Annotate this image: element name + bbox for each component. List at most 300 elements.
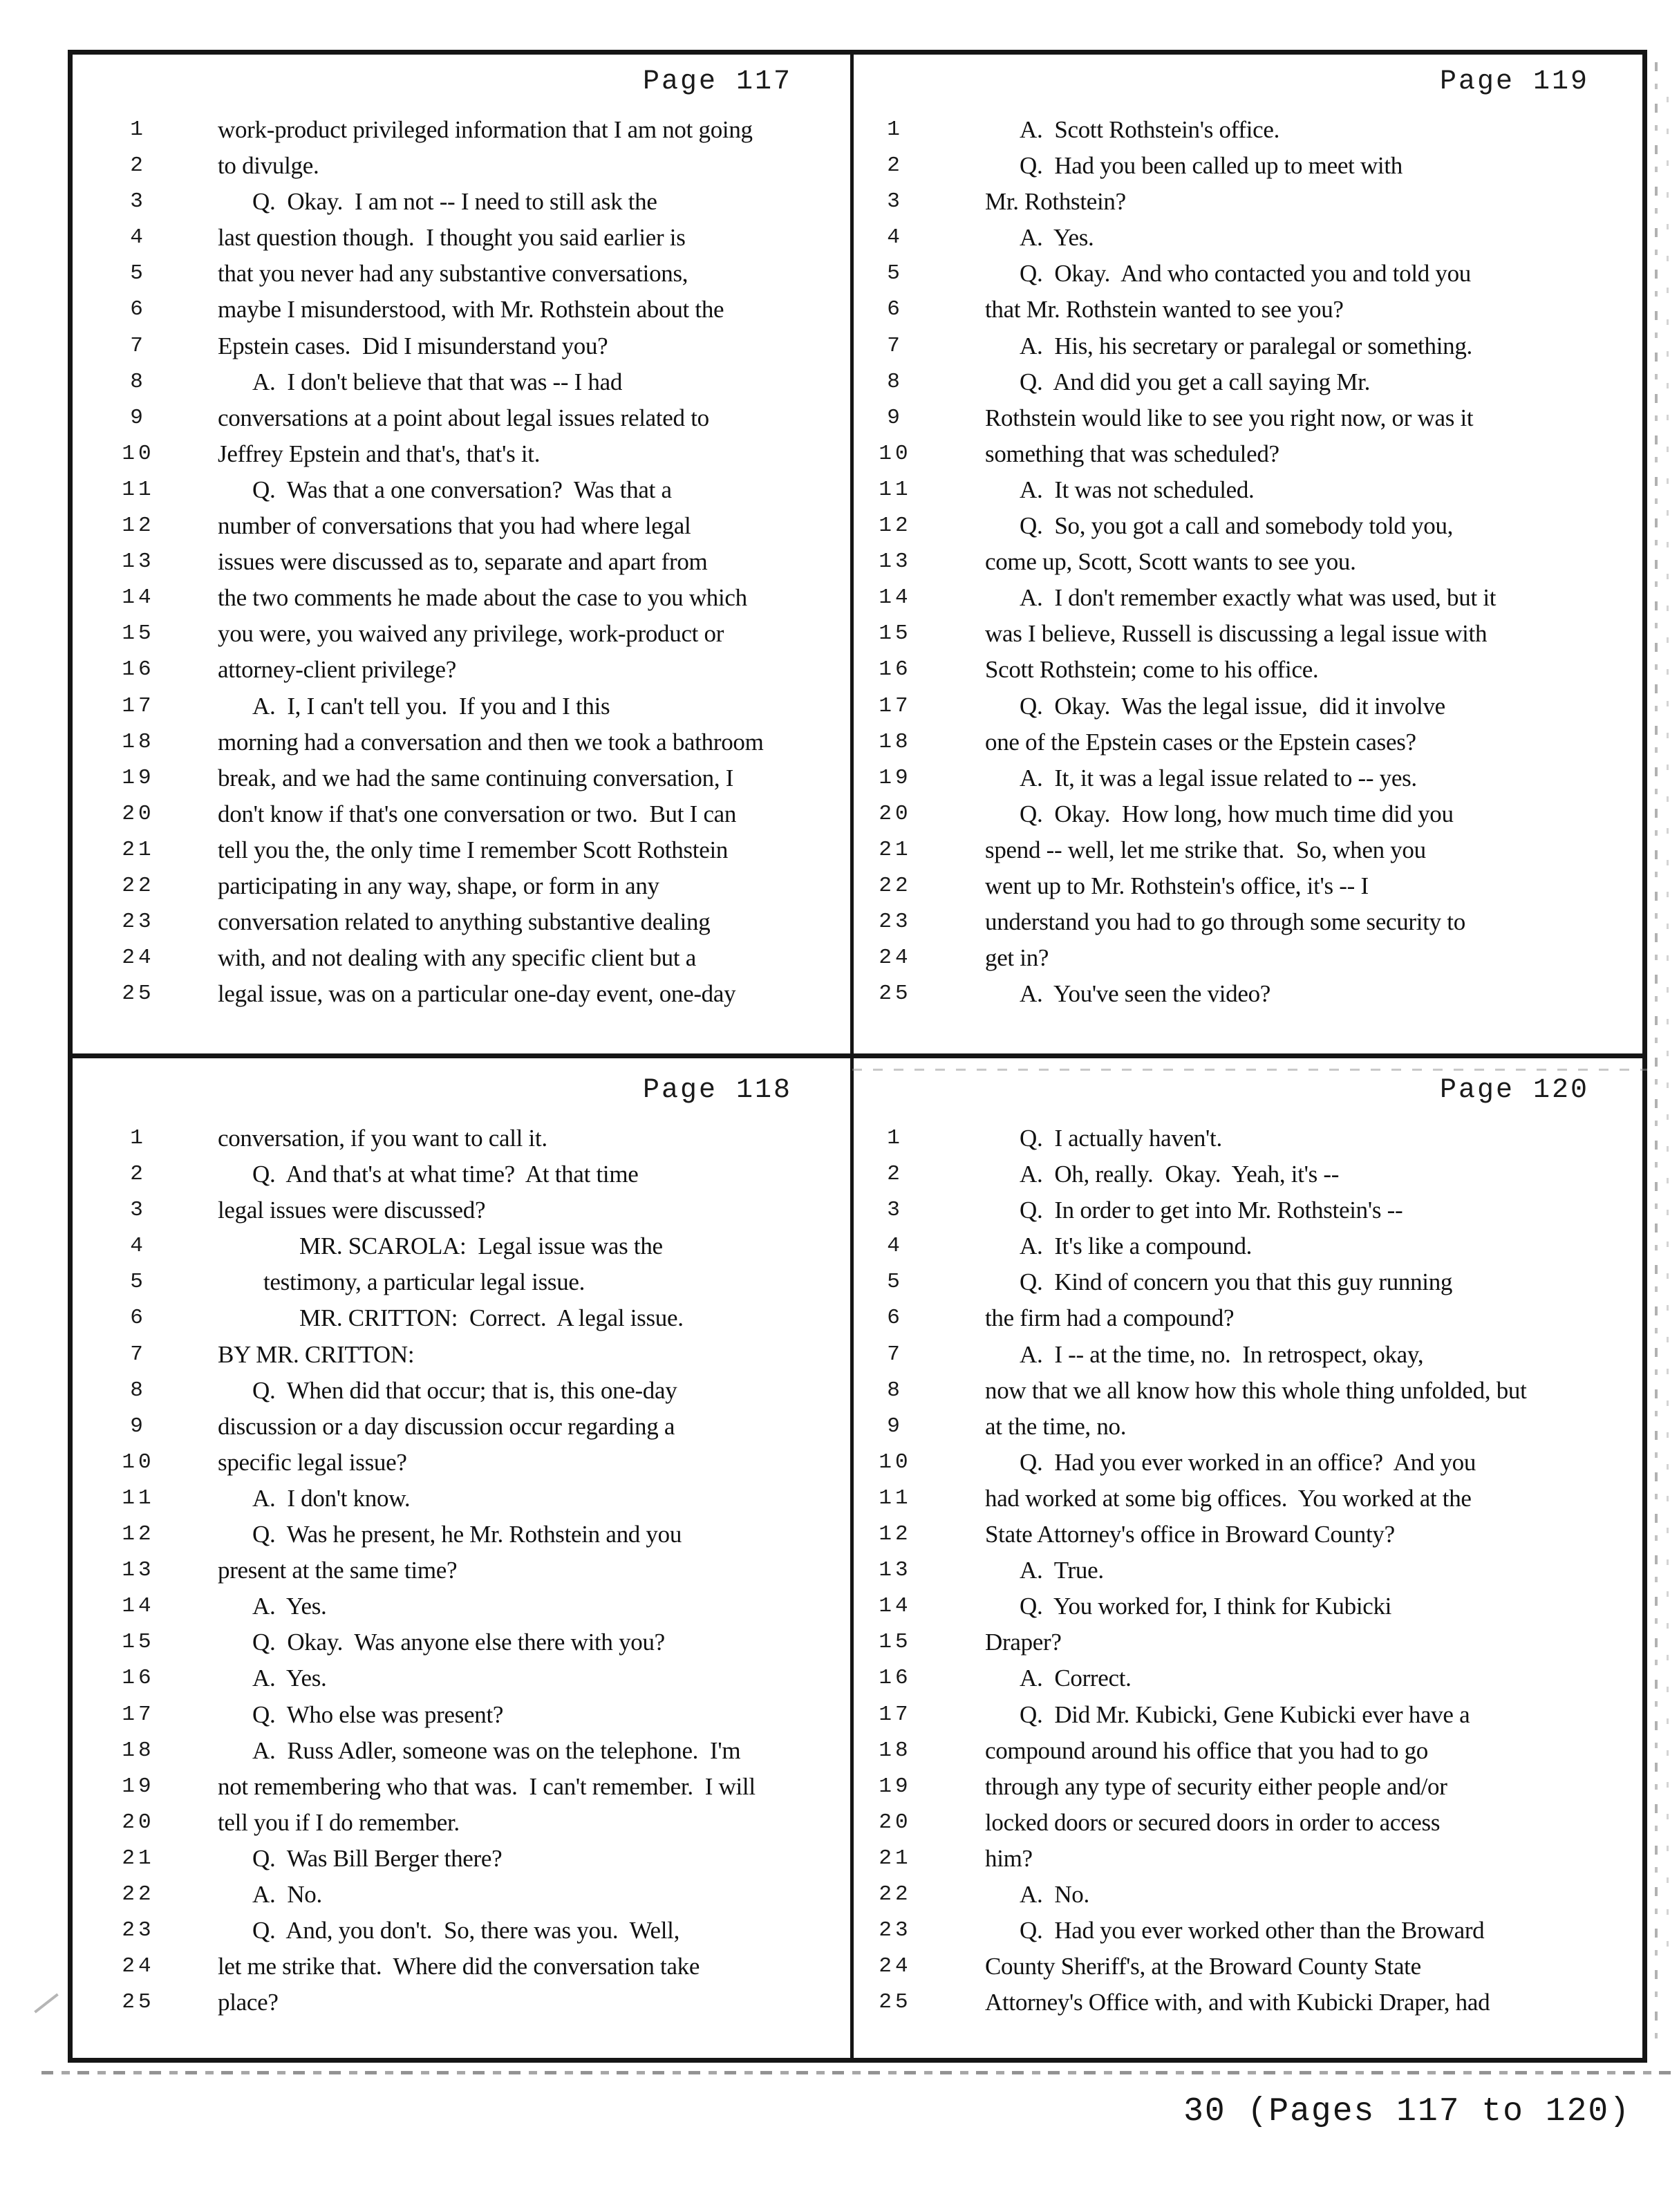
line-number: 20 xyxy=(879,1810,912,1835)
line-text: was I believe, Russell is discussing a legal issue with xyxy=(985,620,1488,648)
transcript-line xyxy=(854,1337,1647,1373)
line-text: Q. Did Mr. Kubicki, Gene Kubicki ever have a xyxy=(1020,1700,1470,1728)
line-number: 21 xyxy=(879,837,912,862)
line-number: 18 xyxy=(879,1738,912,1763)
line-text: MR. CRITTON: Correct. A legal issue. xyxy=(299,1304,684,1332)
transcript-line xyxy=(854,544,1647,580)
line-number: 8 xyxy=(130,1378,147,1403)
line-number: 7 xyxy=(887,333,903,358)
line-text: let me strike that. Where did the conversation take xyxy=(218,1953,700,1980)
line-number: 11 xyxy=(879,477,912,502)
line-text: Attorney's Office with, and with Kubicki Draper, had xyxy=(985,1989,1490,2016)
line-number: 13 xyxy=(879,550,912,574)
page-117-header: Page 117 xyxy=(642,66,792,97)
line-number: 24 xyxy=(879,946,912,971)
line-number: 23 xyxy=(122,910,155,935)
transcript-line xyxy=(854,256,1647,292)
transcript-line xyxy=(68,256,850,292)
transcript-line xyxy=(854,220,1647,256)
transcript-line xyxy=(854,688,1647,724)
line-number: 7 xyxy=(887,1342,903,1367)
transcript-line xyxy=(68,1624,850,1660)
line-number: 23 xyxy=(879,910,912,935)
line-number: 21 xyxy=(879,1846,912,1871)
scan-artifact-bottom xyxy=(41,2071,1679,2074)
line-number: 15 xyxy=(879,621,912,646)
line-number: 13 xyxy=(122,1558,155,1583)
line-text: A. His, his secretary or paralegal or something. xyxy=(1020,332,1472,359)
line-text: Rothstein would like to see you right now, or was it xyxy=(985,404,1474,431)
transcript-line xyxy=(68,1445,850,1481)
line-text: conversation, if you want to call it. xyxy=(218,1125,547,1152)
transcript-line xyxy=(68,400,850,436)
line-text: not remembering who that was. I can't remember. I will xyxy=(218,1772,756,1800)
transcript-line xyxy=(68,724,850,760)
transcript-line xyxy=(854,1624,1647,1660)
line-text: Q. Okay. Was anyone else there with you? xyxy=(252,1629,665,1656)
transcript-line xyxy=(854,328,1647,364)
line-number: 1 xyxy=(130,118,147,142)
transcript-line xyxy=(854,1841,1647,1877)
line-number: 24 xyxy=(122,1954,155,1979)
transcript-line xyxy=(68,868,850,904)
line-number: 10 xyxy=(879,1450,912,1474)
transcript-line xyxy=(68,580,850,616)
transcript-line xyxy=(854,904,1647,940)
line-number: 9 xyxy=(130,1414,147,1438)
line-number: 11 xyxy=(122,477,155,502)
line-text: Q. When did that occur; that is, this one-day xyxy=(252,1376,677,1404)
line-text: A. You've seen the video? xyxy=(1020,980,1271,1008)
line-number: 16 xyxy=(122,657,155,682)
line-text: maybe I misunderstood, with Mr. Rothstein about the xyxy=(218,296,724,324)
transcript-line xyxy=(854,1913,1647,1949)
line-number: 22 xyxy=(879,1882,912,1906)
line-number: 16 xyxy=(879,1666,912,1691)
quadrant-page-119 xyxy=(854,50,1647,1053)
line-number: 23 xyxy=(879,1918,912,1943)
transcript-line xyxy=(68,544,850,580)
line-number: 10 xyxy=(122,1450,155,1474)
line-text: that you never had any substantive conversations, xyxy=(218,260,688,288)
line-text: A. I -- at the time, no. In retrospect, okay, xyxy=(1020,1340,1424,1368)
line-text: the firm had a compound? xyxy=(985,1304,1235,1332)
line-text: MR. SCAROLA: Legal issue was the xyxy=(299,1232,663,1260)
line-text: compound around his office that you had to go xyxy=(985,1736,1429,1764)
line-number: 1 xyxy=(887,118,903,142)
transcript-line xyxy=(854,1733,1647,1769)
transcript-line xyxy=(68,364,850,400)
line-number: 3 xyxy=(887,1198,903,1223)
line-text: went up to Mr. Rothstein's office, it's -- I xyxy=(985,872,1369,899)
line-number: 25 xyxy=(879,982,912,1006)
transcript-line xyxy=(68,1660,850,1696)
transcript-line xyxy=(68,796,850,832)
line-text: through any type of security either people and/or xyxy=(985,1772,1447,1800)
line-number: 6 xyxy=(130,297,147,322)
transcript-line xyxy=(854,1192,1647,1228)
line-text: present at the same time? xyxy=(218,1557,458,1584)
line-number: 13 xyxy=(122,550,155,574)
transcript-line xyxy=(854,1949,1647,1985)
line-number: 2 xyxy=(130,1162,147,1187)
line-number: 15 xyxy=(122,621,155,646)
line-number: 25 xyxy=(879,1990,912,2015)
transcript-line xyxy=(854,724,1647,760)
transcript-line xyxy=(854,184,1647,220)
transcript-line xyxy=(68,1553,850,1588)
line-number: 21 xyxy=(122,1846,155,1871)
line-number: 3 xyxy=(130,189,147,214)
transcript-line xyxy=(68,328,850,364)
transcript-line xyxy=(68,1121,850,1156)
transcript-line xyxy=(854,652,1647,688)
transcript-line xyxy=(68,652,850,688)
line-number: 9 xyxy=(130,405,147,430)
line-number: 5 xyxy=(887,1270,903,1295)
transcript-line xyxy=(68,1409,850,1445)
line-text: A. Russ Adler, someone was on the telephone. I'm xyxy=(252,1736,741,1764)
line-text: A. I don't remember exactly what was used, but it xyxy=(1020,584,1497,612)
line-text: County Sheriff's, at the Broward County State xyxy=(985,1953,1421,1980)
transcript-line xyxy=(68,1877,850,1913)
line-text: place? xyxy=(218,1989,279,2016)
line-number: 8 xyxy=(887,1378,903,1403)
line-text: A. I don't know. xyxy=(252,1484,411,1512)
line-text: one of the Epstein cases or the Epstein cases? xyxy=(985,728,1416,756)
transcript-line xyxy=(68,1985,850,2021)
line-number: 4 xyxy=(887,1234,903,1259)
transcript-line xyxy=(854,832,1647,868)
line-number: 18 xyxy=(122,1738,155,1763)
transcript-line xyxy=(854,1264,1647,1300)
line-number: 12 xyxy=(879,1522,912,1547)
transcript-line xyxy=(854,508,1647,544)
line-text: Q. Okay. And who contacted you and told you xyxy=(1020,260,1472,288)
line-text: A. It, it was a legal issue related to -- yes. xyxy=(1020,764,1417,791)
transcript-line xyxy=(68,940,850,976)
line-text: Q. Okay. I am not -- I need to still ask the xyxy=(252,188,657,216)
transcript-line xyxy=(854,292,1647,328)
line-number: 19 xyxy=(122,765,155,790)
line-number: 12 xyxy=(879,514,912,538)
transcript-line xyxy=(68,1300,850,1336)
line-number: 15 xyxy=(122,1630,155,1655)
line-number: 19 xyxy=(122,1774,155,1799)
line-text: Q. So, you got a call and somebody told you, xyxy=(1020,512,1454,540)
line-text: Jeffrey Epstein and that's, that's it. xyxy=(218,440,541,467)
line-number: 17 xyxy=(122,693,155,718)
transcript-line xyxy=(854,1517,1647,1553)
line-text: last question though. I thought you said earlier is xyxy=(218,224,686,252)
quadrant-page-117 xyxy=(68,50,850,1053)
line-number: 1 xyxy=(130,1126,147,1150)
line-text: Q. And, you don't. So, there was you. Well, xyxy=(252,1917,680,1944)
line-number: 16 xyxy=(879,657,912,682)
transcript-line xyxy=(854,1121,1647,1156)
transcript-line xyxy=(854,1156,1647,1192)
line-text: Q. Had you ever worked other than the Broward xyxy=(1020,1917,1485,1944)
line-text: Draper? xyxy=(985,1629,1062,1656)
line-text: specific legal issue? xyxy=(218,1448,407,1476)
line-text: don't know if that's one conversation or two. But I can xyxy=(218,800,737,827)
line-number: 19 xyxy=(879,765,912,790)
line-number: 17 xyxy=(122,1702,155,1727)
line-text: Q. And that's at what time? At that time xyxy=(252,1161,639,1188)
line-text: Q. Had you ever worked in an office? And you xyxy=(1020,1448,1476,1476)
line-number: 11 xyxy=(122,1485,155,1510)
line-text: break, and we had the same continuing conversation, I xyxy=(218,764,734,791)
line-number: 17 xyxy=(879,1702,912,1727)
transcript-line xyxy=(854,436,1647,472)
line-number: 2 xyxy=(887,153,903,178)
line-text: Q. Was he present, he Mr. Rothstein and you xyxy=(252,1521,682,1548)
line-number: 21 xyxy=(122,837,155,862)
line-text: Q. In order to get into Mr. Rothstein's -- xyxy=(1020,1197,1403,1224)
line-number: 8 xyxy=(887,369,903,394)
line-text: Q. Who else was present? xyxy=(252,1700,504,1728)
line-number: 5 xyxy=(130,1270,147,1295)
transcript-line xyxy=(68,184,850,220)
scan-artifact-right-dots xyxy=(1655,62,1658,2053)
line-text: at the time, no. xyxy=(985,1412,1127,1440)
transcript-line xyxy=(68,1192,850,1228)
line-number: 7 xyxy=(130,333,147,358)
line-text: discussion or a day discussion occur regarding a xyxy=(218,1412,675,1440)
scan-artifact-middle xyxy=(852,1069,1647,1071)
transcript-line xyxy=(68,220,850,256)
page-120-header: Page 120 xyxy=(1439,1075,1589,1106)
line-text: conversations at a point about legal issues related to xyxy=(218,404,709,431)
line-text: get in? xyxy=(985,944,1049,972)
transcript-line xyxy=(68,904,850,940)
line-number: 4 xyxy=(130,225,147,250)
line-number: 6 xyxy=(887,1306,903,1331)
line-number: 7 xyxy=(130,1342,147,1367)
line-text: A. I, I can't tell you. If you and I this xyxy=(252,692,610,720)
transcript-line xyxy=(68,1228,850,1264)
line-text: Q. Had you been called up to meet with xyxy=(1020,152,1403,180)
line-text: locked doors or secured doors in order to access xyxy=(985,1808,1441,1836)
transcript-line xyxy=(854,112,1647,148)
line-text: Mr. Rothstein? xyxy=(985,188,1126,216)
transcript-line xyxy=(68,1805,850,1841)
page-119-header: Page 119 xyxy=(1439,66,1589,97)
transcript-line xyxy=(68,1588,850,1624)
page-119-lines xyxy=(854,112,1647,1012)
line-text: A. No. xyxy=(1020,1880,1089,1908)
transcript-line xyxy=(68,292,850,328)
line-text: understand you had to go through some security to xyxy=(985,908,1465,936)
transcript-line xyxy=(854,1300,1647,1336)
line-text: Q. And did you get a call saying Mr. xyxy=(1020,368,1371,395)
line-number: 18 xyxy=(879,729,912,754)
line-text: Q. You worked for, I think for Kubicki xyxy=(1020,1593,1392,1620)
line-text: A. Yes. xyxy=(1020,224,1094,252)
line-number: 20 xyxy=(122,801,155,826)
line-text: him? xyxy=(985,1844,1033,1872)
transcript-line xyxy=(68,1156,850,1192)
line-text: A. It's like a compound. xyxy=(1020,1232,1253,1260)
line-text: BY MR. CRITTON: xyxy=(218,1340,415,1368)
transcript-line xyxy=(68,1481,850,1517)
transcript-line xyxy=(854,796,1647,832)
line-text: Q. Okay. Was the legal issue, did it involve xyxy=(1020,692,1445,720)
transcript-line xyxy=(854,1409,1647,1445)
line-number: 17 xyxy=(879,693,912,718)
transcript-line xyxy=(854,364,1647,400)
line-text: you were, you waived any privilege, work-product or xyxy=(218,620,724,648)
line-number: 10 xyxy=(879,441,912,466)
page-120-lines xyxy=(854,1121,1647,2021)
transcript-line xyxy=(68,1949,850,1985)
line-text: Q. Kind of concern you that this guy running xyxy=(1020,1268,1453,1296)
line-number: 11 xyxy=(879,1485,912,1510)
transcript-line xyxy=(854,580,1647,616)
transcript-line xyxy=(68,1841,850,1877)
line-text: A. Scott Rothstein's office. xyxy=(1020,116,1280,143)
line-text: A. Yes. xyxy=(252,1593,327,1620)
line-text: State Attorney's office in Broward County? xyxy=(985,1521,1395,1548)
line-text: A. Oh, really. Okay. Yeah, it's -- xyxy=(1020,1161,1340,1188)
line-number: 2 xyxy=(130,153,147,178)
line-number: 14 xyxy=(879,585,912,610)
line-text: A. No. xyxy=(252,1880,322,1908)
line-number: 22 xyxy=(879,873,912,898)
line-text: testimony, a particular legal issue. xyxy=(263,1268,585,1296)
quadrant-page-118 xyxy=(68,1058,850,2063)
transcript-line xyxy=(68,112,850,148)
line-number: 9 xyxy=(887,405,903,430)
line-text: participating in any way, shape, or form in any xyxy=(218,872,659,899)
page-118-header: Page 118 xyxy=(642,1075,792,1106)
transcript-line xyxy=(68,1264,850,1300)
line-text: A. I don't believe that that was -- I had xyxy=(252,368,623,395)
line-number: 12 xyxy=(122,514,155,538)
transcript-line xyxy=(854,1228,1647,1264)
line-text: with, and not dealing with any specific client but a xyxy=(218,944,696,972)
line-text: issues were discussed as to, separate and apart from xyxy=(218,548,708,576)
transcript-line xyxy=(68,1733,850,1769)
line-text: work-product privileged information that I am not going xyxy=(218,116,753,143)
line-number: 18 xyxy=(122,729,155,754)
transcript-line xyxy=(68,976,850,1012)
transcript-line xyxy=(68,832,850,868)
line-text: A. True. xyxy=(1020,1557,1104,1584)
transcript-line xyxy=(68,1913,850,1949)
page-118-lines xyxy=(68,1121,850,2021)
transcript-line xyxy=(68,1769,850,1805)
transcript-line xyxy=(854,760,1647,796)
line-number: 8 xyxy=(130,369,147,394)
transcript-line xyxy=(854,1588,1647,1624)
line-number: 9 xyxy=(887,1414,903,1438)
line-number: 20 xyxy=(122,1810,155,1835)
line-number: 5 xyxy=(887,261,903,286)
line-number: 15 xyxy=(879,1630,912,1655)
transcript-line xyxy=(854,616,1647,652)
quadrant-page-120 xyxy=(854,1058,1647,2063)
line-text: A. Yes. xyxy=(252,1665,327,1692)
line-number: 25 xyxy=(122,1990,155,2015)
transcript-line xyxy=(854,472,1647,508)
sheet-page-footer: 30 (Pages 117 to 120) xyxy=(1183,2093,1631,2130)
transcript-line xyxy=(854,148,1647,184)
transcript-line xyxy=(854,1660,1647,1696)
line-text: legal issue, was on a particular one-day event, one-day xyxy=(218,980,736,1008)
line-text: legal issues were discussed? xyxy=(218,1197,486,1224)
transcript-line xyxy=(854,1697,1647,1733)
line-text: number of conversations that you had where legal xyxy=(218,512,691,540)
line-text: Q. I actually haven't. xyxy=(1020,1125,1222,1152)
line-number: 4 xyxy=(130,1234,147,1259)
line-text: A. Correct. xyxy=(1020,1665,1132,1692)
line-number: 5 xyxy=(130,261,147,286)
line-text: A. It was not scheduled. xyxy=(1020,476,1255,503)
line-text: something that was scheduled? xyxy=(985,440,1279,467)
transcript-line xyxy=(854,1769,1647,1805)
line-text: morning had a conversation and then we took a bathroom xyxy=(218,728,764,756)
transcript-line xyxy=(68,472,850,508)
line-text: to divulge. xyxy=(218,152,319,180)
line-text: Scott Rothstein; come to his office. xyxy=(985,656,1319,684)
line-number: 22 xyxy=(122,873,155,898)
line-number: 3 xyxy=(887,189,903,214)
transcript-line xyxy=(854,1553,1647,1588)
transcript-line xyxy=(854,1481,1647,1517)
transcript-line xyxy=(854,868,1647,904)
line-number: 25 xyxy=(122,982,155,1006)
transcript-line xyxy=(68,148,850,184)
transcript-line xyxy=(68,508,850,544)
line-text: tell you if I do remember. xyxy=(218,1808,460,1836)
line-text: come up, Scott, Scott wants to see you. xyxy=(985,548,1356,576)
transcript-line xyxy=(68,760,850,796)
line-number: 6 xyxy=(130,1306,147,1331)
transcript-line xyxy=(854,976,1647,1012)
line-number: 13 xyxy=(879,1558,912,1583)
line-number: 1 xyxy=(887,1126,903,1150)
line-number: 12 xyxy=(122,1522,155,1547)
transcript-line xyxy=(68,616,850,652)
line-text: conversation related to anything substantive dealing xyxy=(218,908,711,936)
line-number: 23 xyxy=(122,1918,155,1943)
line-text: the two comments he made about the case to you which xyxy=(218,584,747,612)
line-number: 24 xyxy=(122,946,155,971)
transcript-line xyxy=(68,1697,850,1733)
line-text: Epstein cases. Did I misunderstand you? xyxy=(218,332,608,359)
transcript-line xyxy=(854,1985,1647,2021)
transcript-line xyxy=(854,1373,1647,1409)
transcript-line xyxy=(854,400,1647,436)
line-number: 6 xyxy=(887,297,903,322)
line-number: 14 xyxy=(122,585,155,610)
page-117-lines xyxy=(68,112,850,1012)
line-number: 22 xyxy=(122,1882,155,1906)
line-number: 3 xyxy=(130,1198,147,1223)
line-number: 14 xyxy=(122,1594,155,1619)
transcript-line xyxy=(854,1445,1647,1481)
row-divider-rule xyxy=(68,1053,1647,1058)
line-number: 4 xyxy=(887,225,903,250)
line-text: tell you the, the only time I remember Scott Rothstein xyxy=(218,836,729,863)
transcript-line xyxy=(854,940,1647,976)
transcript-line xyxy=(68,1517,850,1553)
scan-artifact-corner xyxy=(34,1993,59,2013)
line-number: 14 xyxy=(879,1594,912,1619)
line-text: Q. Was that a one conversation? Was that a xyxy=(252,476,672,503)
line-text: had worked at some big offices. You worked at the xyxy=(985,1484,1472,1512)
